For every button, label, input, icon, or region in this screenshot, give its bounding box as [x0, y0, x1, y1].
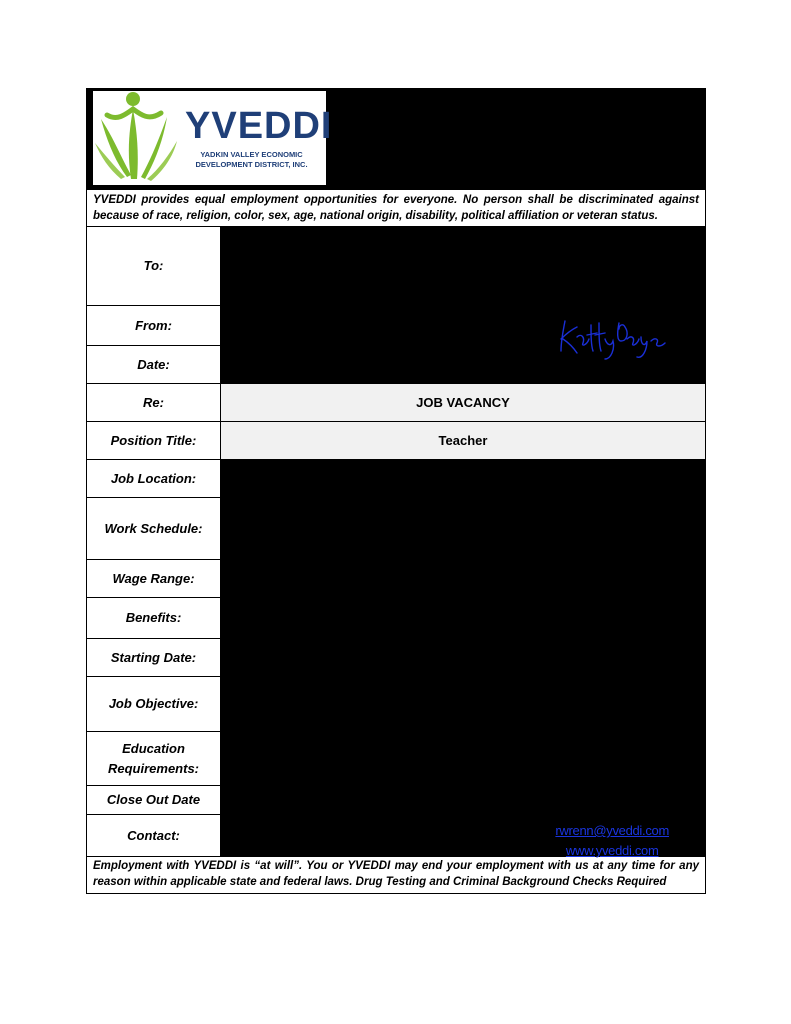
job-location-value-redacted: [221, 460, 705, 497]
job-objective-value-redacted: [221, 677, 705, 731]
from-label: From:: [87, 306, 221, 345]
wage-range-row: [87, 560, 705, 598]
work-schedule-value-redacted: [221, 498, 705, 559]
eeo-statement: YVEDDI provides equal employment opportunities for everyone. No person shall be discriminated against because of race, religion, color, sex, age, national origin, disability, political affiliation or veteran status.: [87, 189, 705, 227]
contact-value: [221, 815, 705, 856]
job-location-label: Job Location:: [87, 460, 221, 497]
benefits-row: [87, 598, 705, 639]
starting-date-label: Starting Date:: [87, 639, 221, 676]
signature: [557, 315, 667, 361]
logo-wordmark: YVEDDI: [185, 105, 333, 147]
education-requirements-label: [87, 732, 221, 785]
education-requirements-value-redacted: [221, 732, 705, 785]
position-title-label: Position Title:: [87, 422, 221, 459]
to-row: [87, 227, 705, 306]
job-vacancy-form: [86, 88, 706, 894]
to-value-redacted: [221, 227, 705, 305]
contact-row: [87, 815, 705, 857]
yveddi-logo: [93, 91, 333, 185]
close-out-date-row: [87, 786, 705, 815]
re-label: Re:: [87, 384, 221, 421]
education-label-line-2: Requirements:: [107, 760, 200, 776]
logo-subtitle-line-1: YADKIN VALLEY ECONOMIC: [200, 150, 303, 159]
starting-date-row: [87, 639, 705, 677]
person-leaves-logo-icon: [93, 91, 183, 185]
job-objective-label: Job Objective:: [87, 677, 221, 731]
education-requirements-row: [87, 732, 705, 786]
re-value: JOB VACANCY: [221, 384, 705, 421]
re-row: [87, 384, 705, 422]
education-label-line-1: Education: [122, 740, 185, 756]
benefits-value-redacted: [221, 598, 705, 638]
contact-website-link[interactable]: www.yveddi.com: [565, 843, 659, 858]
close-out-date-value-redacted: [221, 786, 705, 814]
job-objective-row: [87, 677, 705, 732]
benefits-label: Benefits:: [87, 598, 221, 638]
close-out-date-label: Close Out Date: [87, 786, 221, 814]
work-schedule-row: [87, 498, 705, 560]
work-schedule-label: Work Schedule:: [87, 498, 221, 559]
at-will-statement: Employment with YVEDDI is “at will”. You or YVEDDI may end your employment with us at any time for any reason within applicable state and federal laws. Drug Testing and Criminal Background Checks Required: [93, 860, 699, 888]
logo-subtitle: [179, 150, 324, 170]
to-label: To:: [87, 227, 221, 305]
position-title-row: [87, 422, 705, 460]
position-title-value: Teacher: [221, 422, 705, 459]
header-bar: [87, 89, 705, 189]
contact-email-link[interactable]: rwrenn@yveddi.com: [555, 823, 669, 838]
date-label: Date:: [87, 346, 221, 383]
wage-range-value-redacted: [221, 560, 705, 597]
wage-range-label: Wage Range:: [87, 560, 221, 597]
job-location-row: [87, 460, 705, 498]
starting-date-value-redacted: [221, 639, 705, 676]
contact-label: Contact:: [87, 815, 221, 856]
logo-subtitle-line-2: DEVELOPMENT DISTRICT, INC.: [195, 160, 308, 169]
